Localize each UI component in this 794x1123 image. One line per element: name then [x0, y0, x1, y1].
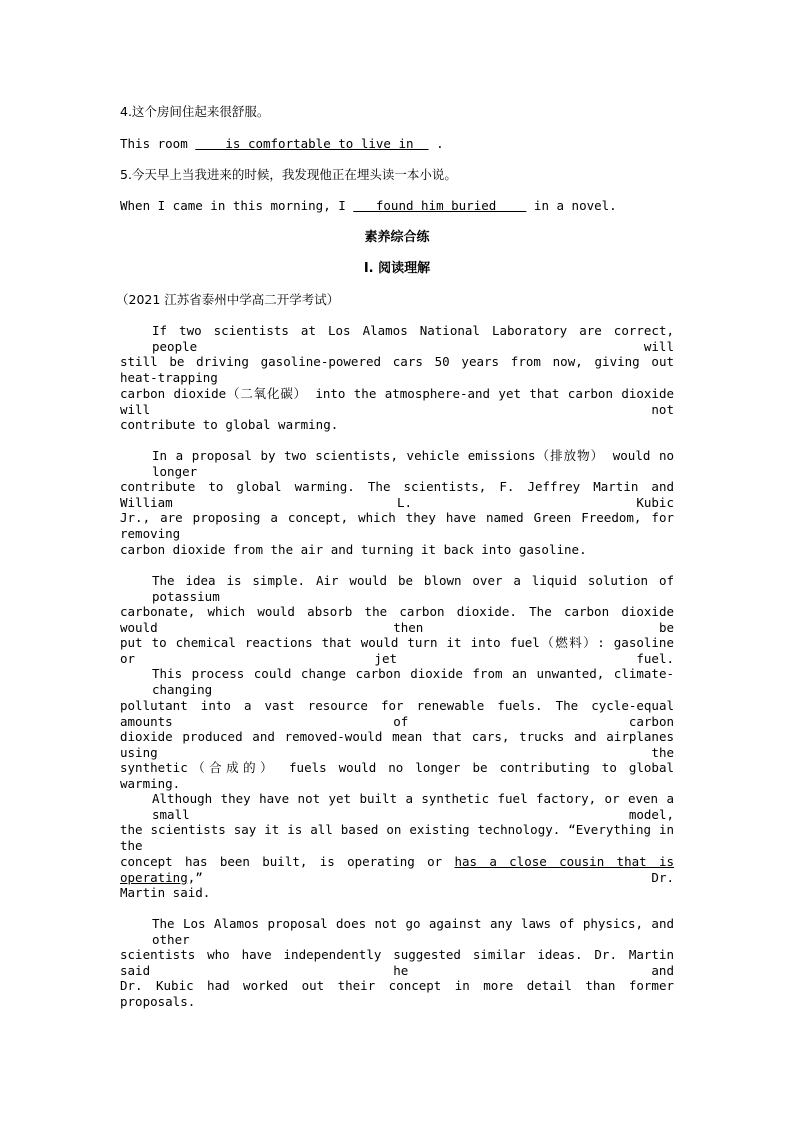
- section-title: 素养综合练: [364, 230, 430, 245]
- p5-line-3: [120, 854, 674, 886]
- subsection-title: Ⅰ. 阅读理解: [363, 261, 431, 276]
- p6-line-1: The Los Alamos proposal does not go against any laws of physics, and other: [152, 916, 674, 947]
- p3-line-3: put to chemical reactions that would turn it into fuel（燃料）: gasoline or jet fuel.: [120, 635, 674, 666]
- question-5-answer-blank: found him buried: [353, 198, 527, 213]
- p2-line-3: Jr., are proposing a concept, which they have named Green Freedom, for removing: [120, 510, 674, 541]
- question-5-chinese: 5.今天早上当我进来的时候，我发现他正在埋头读一本小说。: [120, 167, 457, 182]
- question-4-english: [120, 136, 674, 152]
- question-4-chinese: 4.这个房间住起来很舒服。: [120, 104, 270, 119]
- p2-line-4: carbon dioxide from the air and turning it back into gasoline.: [120, 542, 587, 557]
- p3-line-1: The idea is simple. Air would be blown over a liquid solution of potassium: [152, 573, 674, 604]
- p5-line-1: Although they have not yet built a synthetic fuel factory, or even a small model,: [152, 791, 674, 822]
- question-4-prefix: This room: [120, 136, 196, 151]
- p4-line-1: This process could change carbon dioxide from an unwanted, climate-changing: [152, 666, 674, 697]
- p4-line-4: synthetic（合成的） fuels would no longer be contributing to global warming.: [120, 760, 674, 791]
- source-note: （2021 江苏省泰州中学高二开学考试）: [116, 292, 340, 307]
- p5-line-3-text: concept has been built, is operating or: [120, 854, 455, 869]
- underlined-phrase: has a close cousin that is operating: [120, 854, 674, 885]
- p4-line-2: pollutant into a vast resource for renewable fuels. The cycle-equal amounts of carbon: [120, 698, 674, 729]
- p6-line-3: Dr. Kubic had worked out their concept in more detail than former proposals.: [120, 978, 674, 1009]
- p5-line-2: the scientists say it is all based on existing technology. “Everything in the: [120, 822, 674, 853]
- question-5-prefix: When I came in this morning, I: [120, 198, 354, 213]
- p1-line-4: contribute to global warming.: [120, 417, 339, 432]
- p4-line-3: dioxide produced and removed-would mean that cars, trucks and airplanes using the: [120, 729, 674, 760]
- p2-line-1: In a proposal by two scientists, vehicle emissions（排放物） would no longer: [152, 448, 674, 479]
- p1-line-2: still be driving gasoline-powered cars 50 years from now, giving out heat-trapping: [120, 354, 674, 385]
- p5-line-3-end: ,” Dr.: [187, 870, 674, 885]
- p5-line-4: Martin said.: [120, 885, 211, 900]
- p6-line-2: scientists who have independently suggested similar ideas. Dr. Martin said he and: [120, 947, 674, 978]
- p3-line-2: carbonate, which would absorb the carbon dioxide. The carbon dioxide would then be: [120, 604, 674, 635]
- question-5-english: [120, 198, 674, 214]
- p1-line-3: carbon dioxide（二氧化碳） into the atmosphere-and yet that carbon dioxide will not: [120, 386, 674, 417]
- question-5-suffix: in a novel.: [526, 198, 617, 213]
- question-4-answer-blank: is comfortable to live in: [195, 136, 429, 151]
- question-4-suffix: .: [428, 136, 444, 151]
- p1-line-1: If two scientists at Los Alamos National Laboratory are correct, people will: [152, 323, 674, 354]
- p2-line-2: contribute to global warming. The scientists, F. Jeffrey Martin and William L. Kubic: [120, 479, 674, 510]
